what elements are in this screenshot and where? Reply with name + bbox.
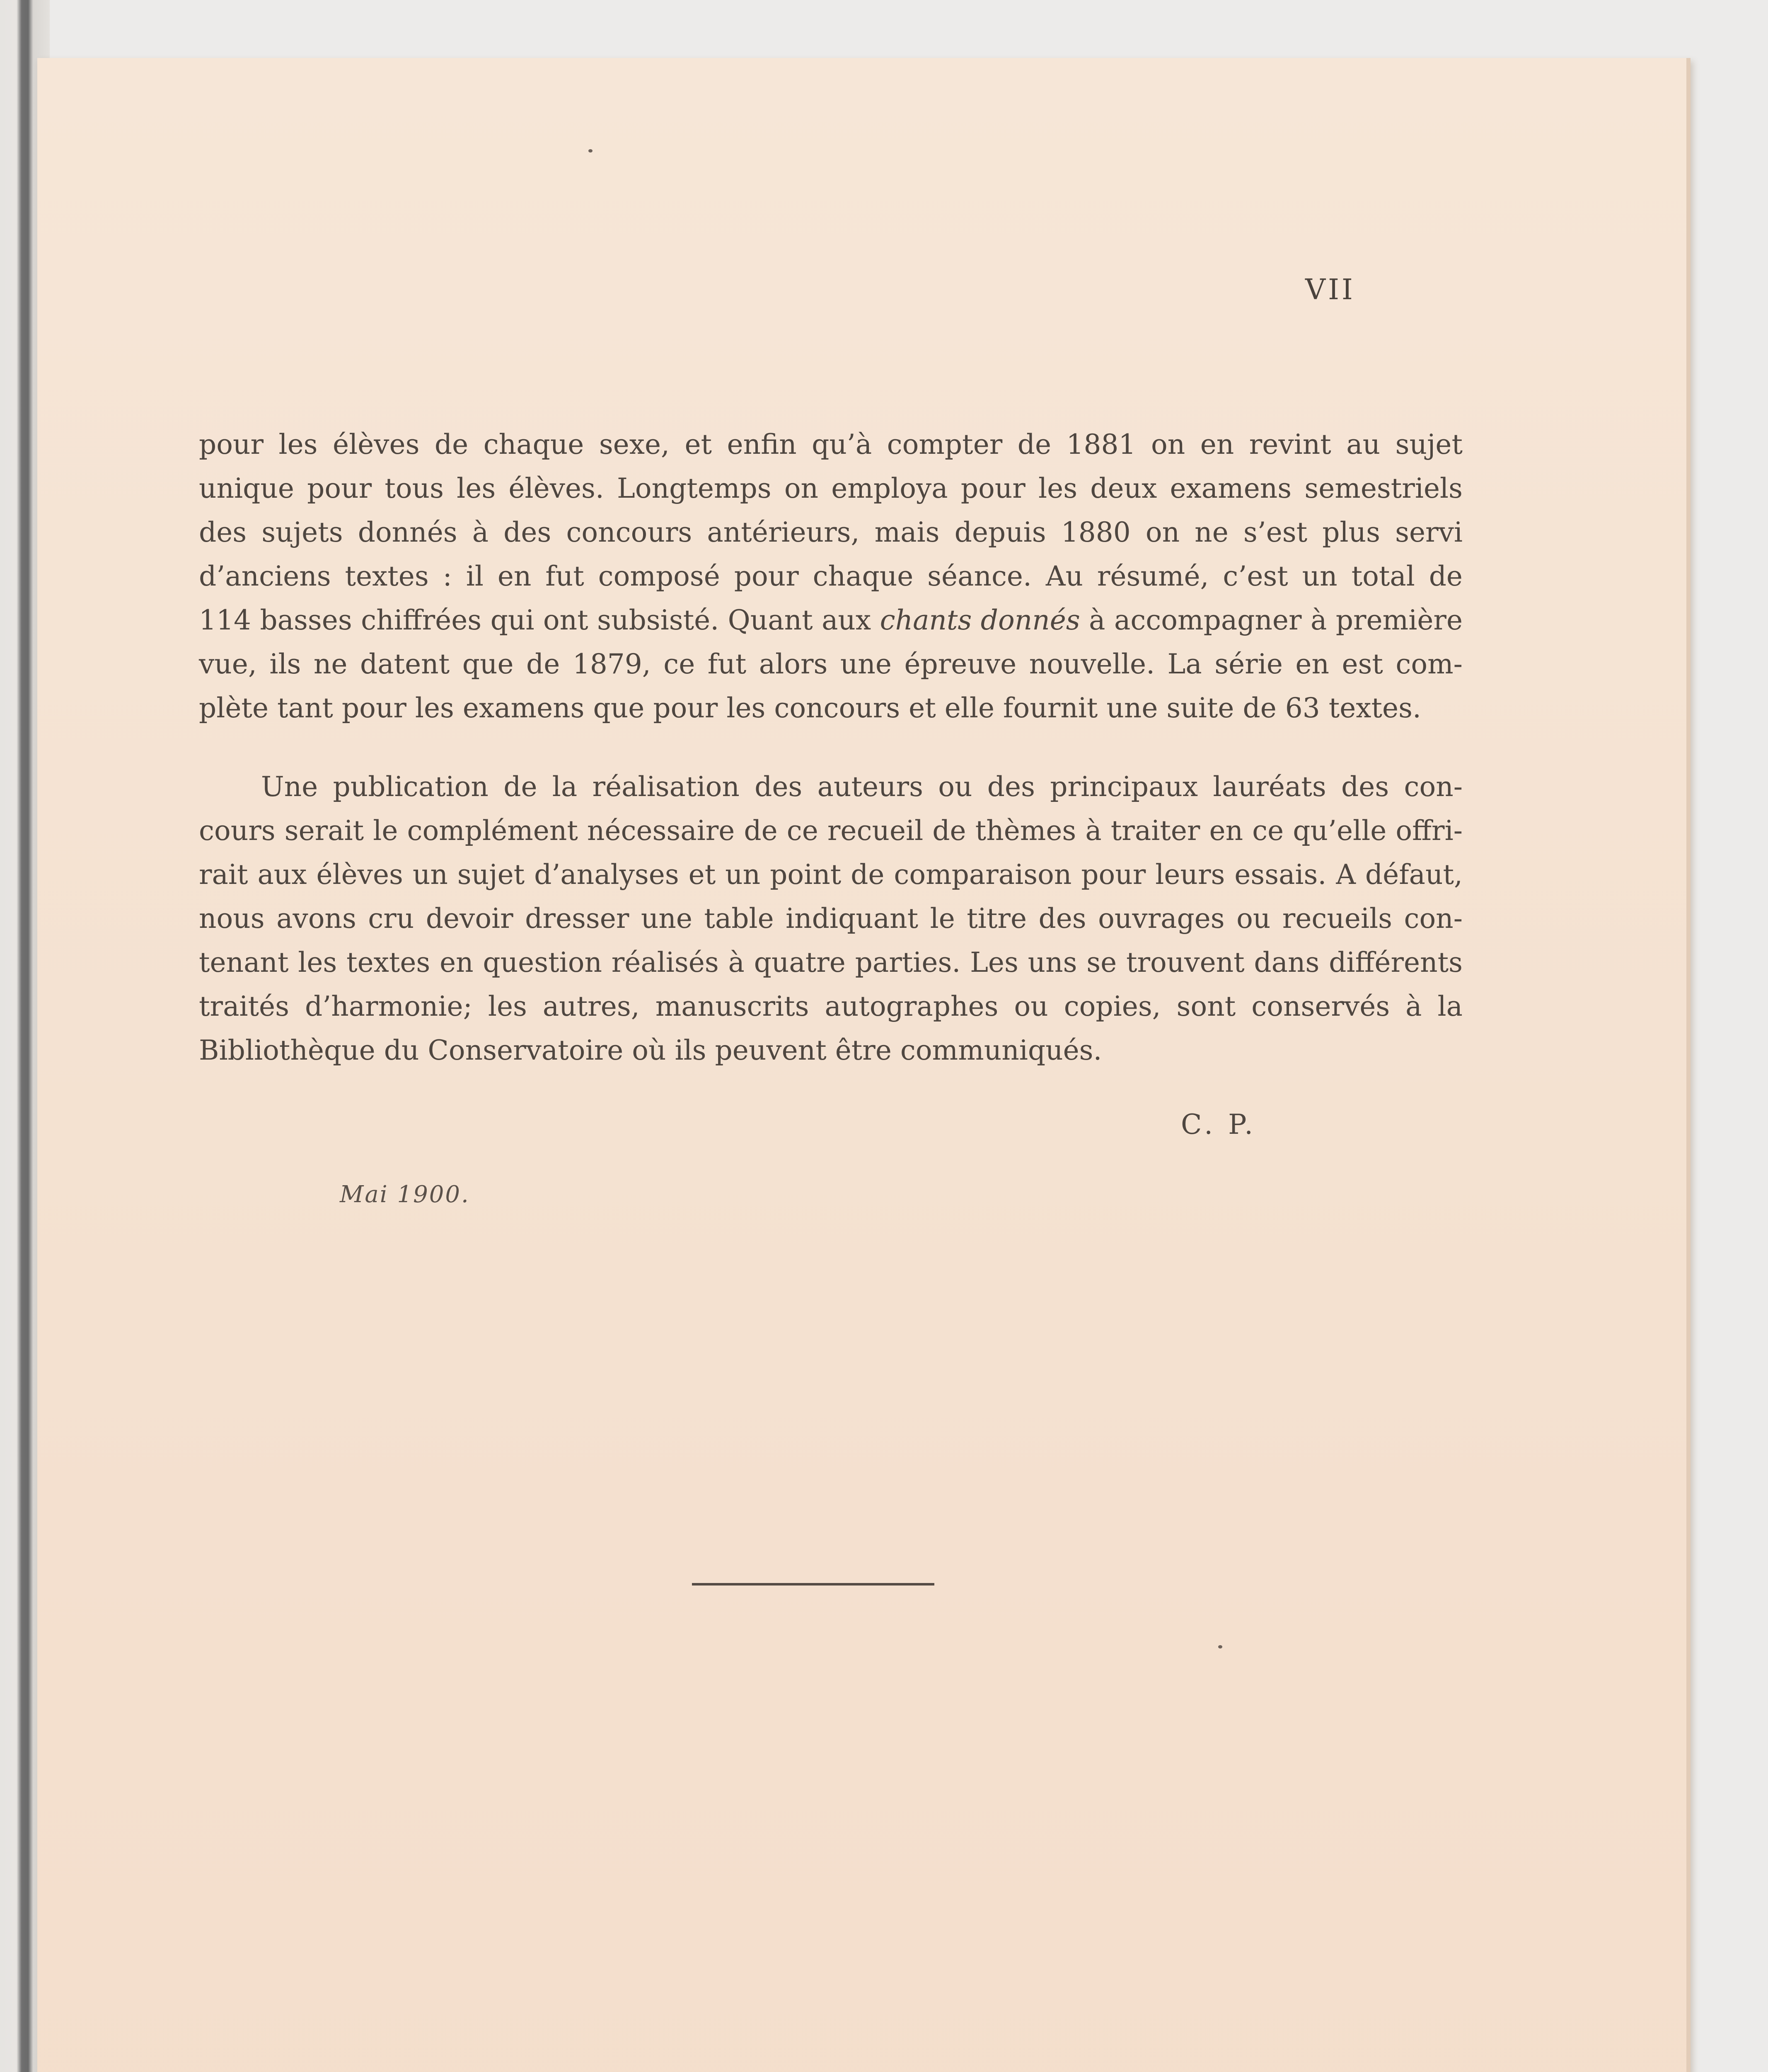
closing-rule	[692, 1583, 934, 1585]
italic-phrase: chants donnés	[880, 604, 1080, 636]
text-line: Bibliothèque du Conservatoire où ils peuvent être communiqués.	[199, 1034, 1102, 1066]
body-text	[199, 423, 1463, 1072]
text-run: 114 basses chiffrées qui ont subsisté. Quant aux	[199, 604, 880, 636]
paper-speck	[588, 149, 593, 152]
text-line: des sujets donnés à des concours antérieurs, mais depuis 1880 on ne s’est plus servi	[199, 516, 1463, 548]
paragraph-1	[199, 423, 1463, 730]
text-line-with-italic	[199, 598, 1463, 642]
text-line: rait aux élèves un sujet d’analyses et un point de comparaison pour leurs essais. A défaut,	[199, 859, 1463, 891]
text-line: d’anciens textes : il en fut composé pour chaque séance. Au résumé, c’est un total de	[199, 560, 1463, 592]
author-initials: C. P.	[1181, 1109, 1257, 1140]
paper-speck	[1218, 1645, 1222, 1648]
text-line: tenant les textes en question réalisés à quatre parties. Les uns se trouvent dans différents	[199, 946, 1463, 978]
book-page	[37, 58, 1691, 2072]
text-line: vue, ils ne datent que de 1879, ce fut alors une épreuve nouvelle. La série en est com-	[199, 648, 1463, 680]
page-number: VII	[1305, 274, 1355, 306]
text-line: Une publication de la réalisation des auteurs ou des principaux lauréats des con-	[261, 771, 1463, 803]
date-line: Mai 1900.	[340, 1181, 470, 1208]
text-line: pour les élèves de chaque sexe, et enfin qu’à compter de 1881 on en revint au sujet	[199, 428, 1463, 460]
paragraph-2	[199, 765, 1463, 1072]
text-line: nous avons cru devoir dresser une table indiquant le titre des ouvrages ou recueils con-	[199, 903, 1463, 934]
text-line: plète tant pour les examens que pour les concours et elle fournit une suite de 63 textes.	[199, 692, 1421, 724]
text-line: unique pour tous les élèves. Longtemps on employa pour les deux examens semestriels	[199, 472, 1463, 504]
text-line: traités d’harmonie; les autres, manuscrits autographes ou copies, sont conservés à la	[199, 990, 1463, 1022]
text-line: cours serait le complément nécessaire de ce recueil de thèmes à traiter en ce qu’elle offri-	[199, 815, 1463, 847]
text-run: à accompagner à première	[1080, 604, 1463, 636]
